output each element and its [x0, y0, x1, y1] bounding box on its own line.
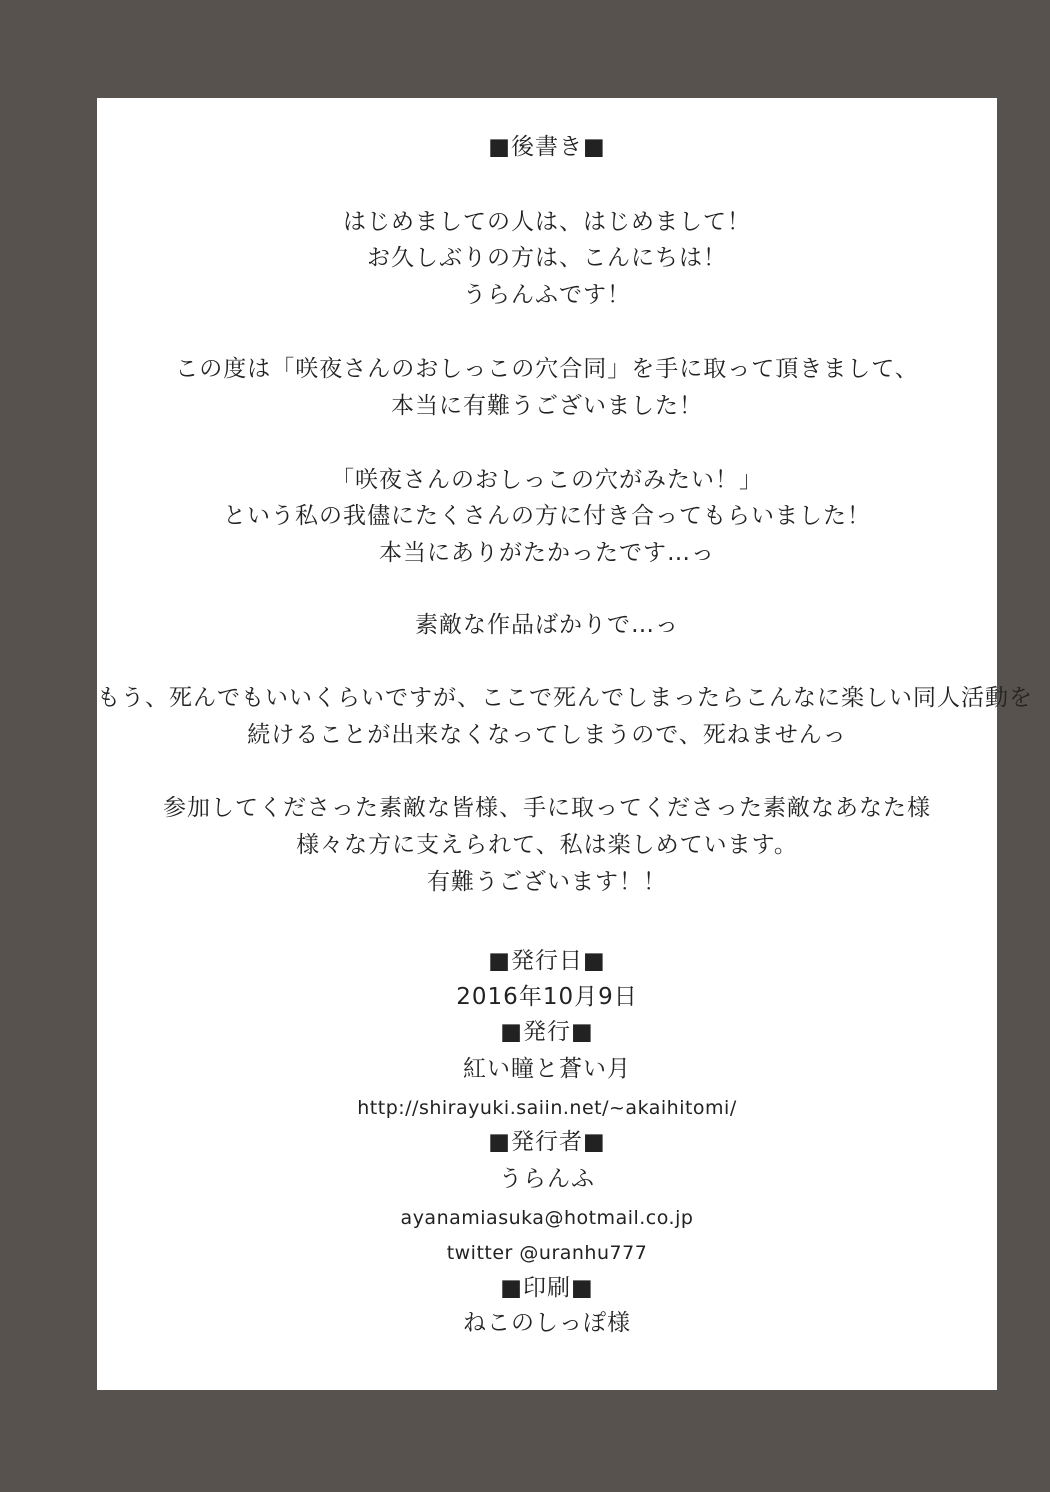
- author-heading: ■発行者■: [488, 1129, 606, 1155]
- printer-heading: ■印刷■: [500, 1275, 594, 1301]
- afterword-page: [97, 98, 1033, 1390]
- publisher-heading: ■発行■: [500, 1019, 594, 1045]
- author-name: うらんふ: [499, 1166, 595, 1192]
- paragraph-5-line-1: もう、死んでもいいくらいですが、ここで死んでしまったらこんなに楽しい同人活動を: [97, 685, 1033, 711]
- issue-date: 2016年10月9日: [456, 984, 638, 1010]
- date-heading: ■発行日■: [488, 948, 606, 974]
- printer-name: ねこのしっぽ様: [463, 1310, 631, 1336]
- publisher-name: 紅い瞳と蒼い月: [463, 1056, 631, 1082]
- paragraph-2-line-1: この度は「咲夜さんのおしっこの穴合同」を手に取って頂きまして、: [175, 356, 919, 382]
- author-twitter: twitter @uranhu777: [446, 1242, 648, 1264]
- paragraph-4-line-1: 素敵な作品ばかりで…っ: [415, 612, 679, 638]
- paragraph-1-line-3: うらんふです！: [463, 282, 631, 308]
- paragraph-1-line-2: お久しぶりの方は、こんにちは！: [367, 245, 727, 271]
- author-email: ayanamiasuka@hotmail.co.jp: [400, 1207, 694, 1229]
- paragraph-5-line-2: 続けることが出来なくなってしまうので、死ねませんっ: [247, 722, 847, 748]
- paragraph-6-line-3: 有難うございます！！: [427, 869, 667, 895]
- paragraph-2-line-2: 本当に有難うございました！: [391, 393, 703, 419]
- paragraph-3-line-3: 本当にありがたかったです…っ: [379, 540, 715, 566]
- paragraph-3-line-2: という私の我儘にたくさんの方に付き合ってもらいました！: [223, 503, 871, 529]
- afterword-heading: ■後書き■: [488, 134, 606, 160]
- paragraph-3-line-1: 「咲夜さんのおしっこの穴がみたい！」: [331, 467, 763, 493]
- paragraph-6-line-2: 様々な方に支えられて、私は楽しめています。: [296, 832, 798, 858]
- paragraph-1-line-1: はじめましての人は、はじめまして！: [343, 209, 751, 235]
- publisher-url: http://shirayuki.saiin.net/~akaihitomi/: [357, 1097, 737, 1119]
- paragraph-6-line-1: 参加してくださった素敵な皆様、手に取ってくださった素敵なあなた様: [163, 795, 931, 821]
